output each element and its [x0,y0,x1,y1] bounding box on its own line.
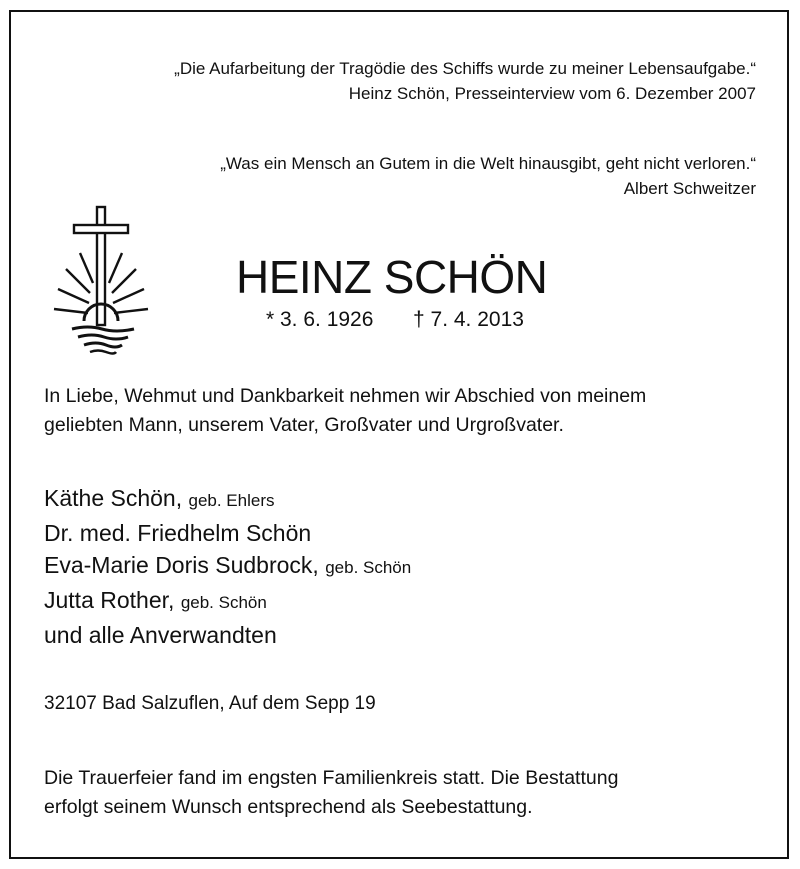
member-separator: , [168,587,175,613]
family-member [44,549,411,584]
family-list [44,482,411,651]
funeral-notice [44,764,774,822]
member-maiden-name: geb. Schön [325,558,412,577]
quote-1-text: „Die Aufarbeitung der Tragödie des Schiffs wurde zu meiner Lebensaufgabe.“ [174,59,756,78]
quote-2-source: Albert Schweitzer [623,179,756,198]
funeral-notice-line-1: Die Trauerfeier fand im engsten Familienkreis statt. Die Bestattung [44,767,619,789]
member-separator: , [312,552,319,578]
farewell-text [44,382,774,440]
death-date: † 7. 4. 2013 [413,308,524,331]
quote-2-text: „Was ein Mensch an Gutem in die Welt hinausgibt, geht nicht verloren.“ [220,154,756,173]
family-member [44,517,411,549]
quote-1 [174,56,756,106]
birth-date: * 3. 6. 1926 [266,308,374,331]
member-maiden-name: geb. Ehlers [188,491,275,510]
quote-2 [220,151,756,201]
family-member [44,584,411,619]
cross-sunrise-waves-icon [50,205,160,355]
member-name: Käthe Schön [44,485,176,511]
member-name: Dr. med. Friedhelm Schön [44,520,312,546]
member-name: Eva-Marie Doris Sudbrock [44,552,313,578]
funeral-notice-line-2: erfolgt seinem Wunsch entsprechend als Seebestattung. [44,796,533,818]
farewell-line-1: In Liebe, Wehmut und Dankbarkeit nehmen wir Abschied von meinem [44,385,647,407]
member-name: Jutta Rother [44,587,169,613]
family-member [44,482,411,517]
farewell-line-2: geliebten Mann, unserem Vater, Großvater und Urgroßvater. [44,414,564,436]
member-separator: , [175,485,183,511]
member-name: und alle Anverwandten [44,622,277,648]
deceased-name: HEINZ SCHÖN [236,251,548,303]
member-maiden-name: geb. Schön [180,593,267,612]
family-member [44,619,411,651]
address: 32107 Bad Salzuflen, Auf dem Sepp 19 [44,693,376,714]
quote-1-source: Heinz Schön, Presseinterview vom 6. Dezember 2007 [348,84,756,103]
